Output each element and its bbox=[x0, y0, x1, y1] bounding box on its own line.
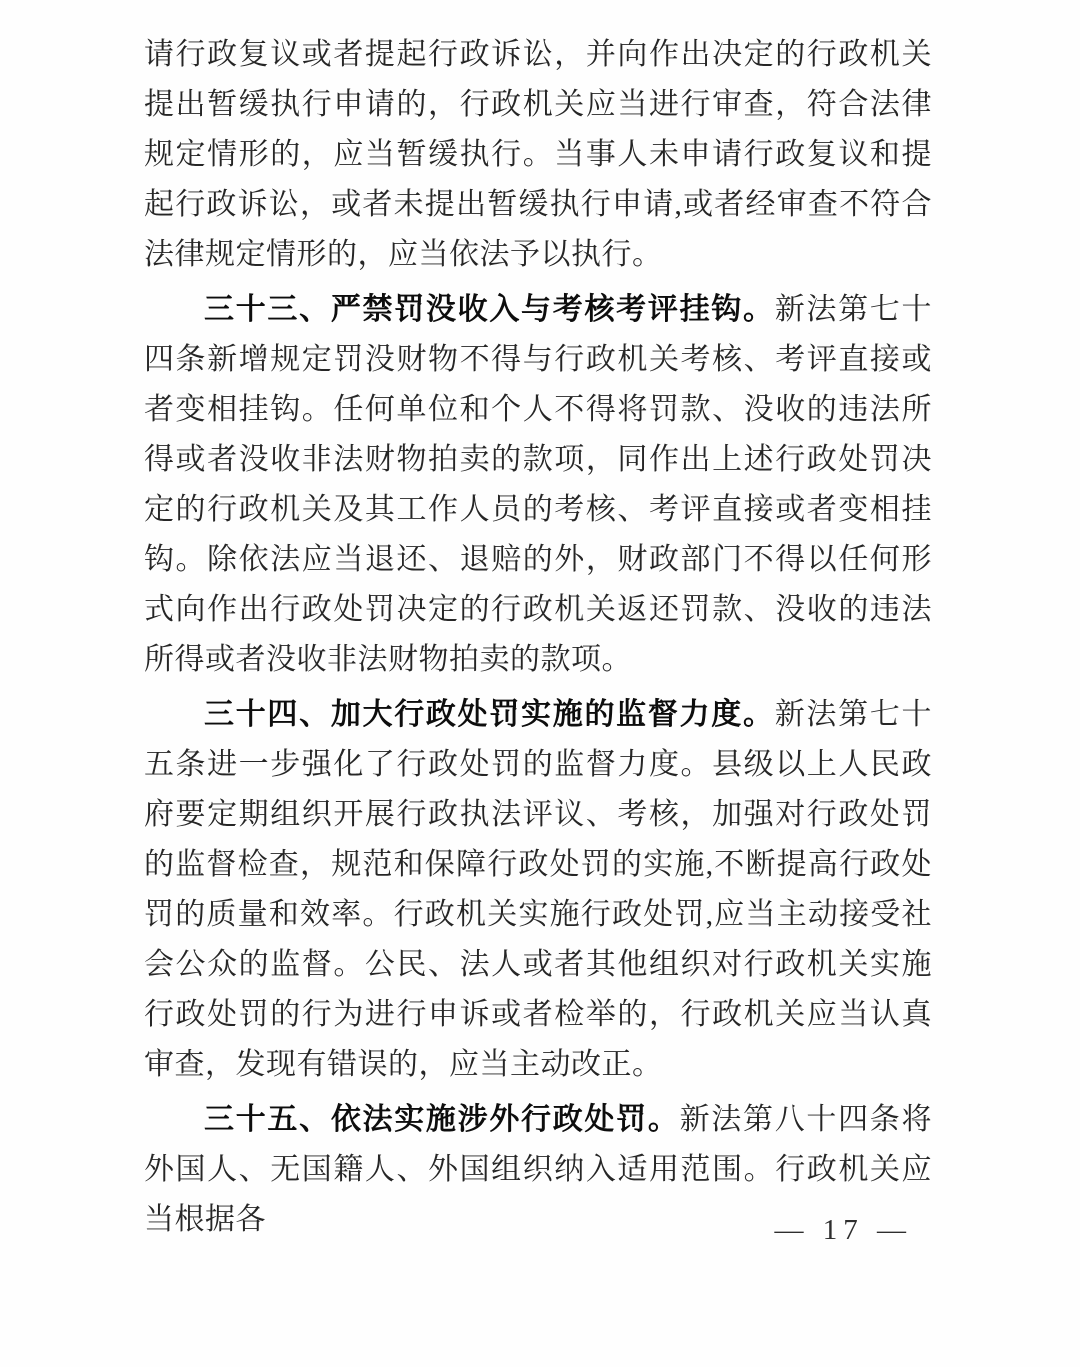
section-heading: 三十五、依法实施涉外行政处罚。 bbox=[204, 1103, 680, 1136]
page-number: — 17 — bbox=[774, 1214, 912, 1246]
paragraph-text: 请行政复议或者提起行政诉讼，并向作出决定的行政机关提出暂缓执行申请的，行政机关应当进行审查，符合法律规定情形的，应当暂缓执行。当事人未申请行政复议和提起行政诉讼，或者未提出暂缓执行申请,或者经审查不符合法律规定情形的，应当依法予以执行。 bbox=[144, 38, 932, 271]
document-body bbox=[144, 30, 932, 1245]
page-footer bbox=[0, 1214, 1080, 1247]
paragraph-text: 新法第七十四条新增规定罚没财物不得与行政机关考核、考评直接或者变相挂钩。任何单位和个人不得将罚款、没收的违法所得或者没收非法财物拍卖的款项，同作出上述行政处罚决定的行政机关及其工作人员的考核、考评直接或者变相挂钩。除依法应当退还、退赔的外，财政部门不得以任何形式向作出行政处罚决定的行政机关返还罚款、没收的违法所得或者没收非法财物拍卖的款项。 bbox=[144, 293, 933, 676]
section-heading: 三十三、严禁罚没收入与考核考评挂钩。 bbox=[204, 293, 775, 326]
paragraph-text: 新法第七十五条进一步强化了行政处罚的监督力度。县级以上人民政府要定期组织开展行政执法评议、考核，加强对行政处罚的监督检查，规范和保障行政处罚的实施,不断提高行政处罚的质量和效率。行政机关实施行政处罚,应当主动接受社会公众的监督。公民、法人或者其他组织对行政机关实施行政处罚的行为进行申诉或者检举的，行政机关应当认真审查，发现有错误的，应当主动改正。 bbox=[144, 698, 933, 1081]
section-heading: 三十四、加大行政处罚实施的监督力度。 bbox=[204, 698, 775, 731]
paragraph-text: 新法第八十四条将外国人、无国籍人、外国组织纳入适用范围。行政机关应当根据各 bbox=[144, 1103, 933, 1236]
paragraph-section-33 bbox=[144, 285, 932, 685]
paragraph-section-34 bbox=[144, 690, 932, 1090]
paragraph-continuation bbox=[144, 30, 932, 280]
